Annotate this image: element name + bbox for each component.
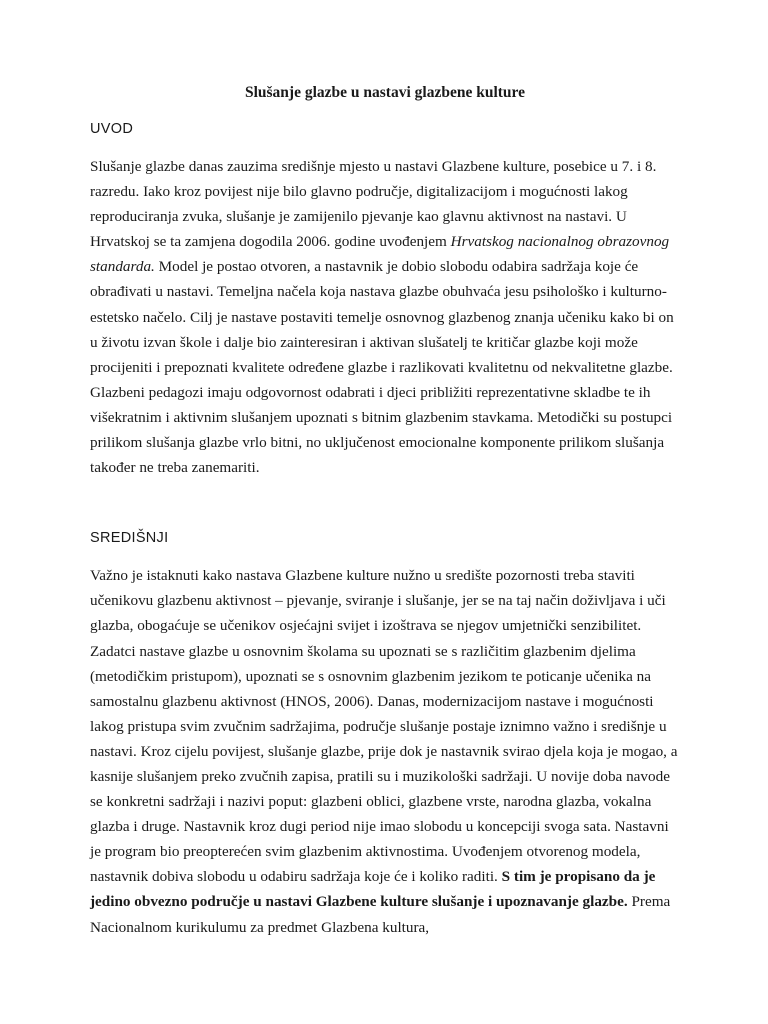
section-heading-uvod: UVOD (90, 121, 134, 137)
paragraph-text: Model je postao otvoren, a nastavnik je dobio slobodu odabira sadržaja koje će obrađivati u nastavi. Temeljna načela koja nastava glazbe obuhvaća jesu psihološko i kulturno-estetsko načelo. Cilj je nastave postaviti temelje osnovnog glazbenog znanja učeniku kako bi on u životu izvan škole i dalje bio zainteresiran i aktivan slušatelj te kritičar glazbe koji može procijeniti i prepoznati kvalitete određene glazbe i razlikovati kvalitetnu od nekvalitetne glazbe. Glazbeni pedagozi imaju odgovornost odabrati i djeci približiti reprezentativne skladbe te ih višekratnim i aktivnim slušanjem upoznati s bitnim glazbenim stavkama. Metodički su postupci prilikom slušanja glazbe vrlo bitni, no uključenost emocionalne komponente prilikom slušanja također ne treba zanemariti. (90, 258, 674, 477)
paragraph-sredisnji (90, 563, 680, 939)
bold-statement: S tim je propisano da je jedino obvezno područje u nastavi Glazbene kulture slušanje i upoznavanje glazbe. (90, 868, 656, 911)
document-title: Slušanje glazbe u nastavi glazbene kulture (244, 84, 526, 101)
paragraph-uvod (90, 154, 680, 480)
document-page (90, 82, 680, 940)
paragraph-text: Slušanje glazbe danas zauzima središnje mjesto u nastavi Glazbene kulture, posebice u 7. i 8. razredu. Iako kroz povijest nije bilo glavno područje, digitalizacijom i mogućnosti lakog reproduciranja zvuka, slušanje je zamijenilo pjevanje kao glavnu aktivnost na nastavi. U Hrvatskoj se ta zamjena dogodila 2006. godine uvođenjem (90, 158, 657, 251)
italic-reference: Hrvatskog nacionalnog obrazovnog standarda. (90, 233, 670, 276)
paragraph-text: Prema Nacionalnom kurikulumu za predmet Glazbena kultura, (90, 893, 671, 936)
section-heading-sredisnji: SREDIŠNJI (90, 530, 169, 547)
paragraph-text: Važno je istaknuti kako nastava Glazbene kulture nužno u središte pozornosti treba staviti učenikovu glazbenu aktivnost – pjevanje, sviranje i slušanje, jer se na taj način doživljava i uči glazba, obogaćuje se učenikov osjećajni svijet i izoštrava se njegov umjetnički senzibilitet. Zadatci nastave glazbe u osnovnim školama su upoznati se s različitim glazbenim djelima (metodičkim pristupom), upoznati se s osnovnim glazbenim jezikom te poticanje učenika na samostalnu glazbenu aktivnost (HNOS, 2006). Danas, modernizacijom nastave i mogućnosti lakog pristupa svim zvučnim sadržajima, područje slušanje postaje iznimno važno i središnje u nastavi. Kroz cijelu povijest, slušanje glazbe, prije dok je nastavnik svirao djela koja je mogao, a kasnije slušanjem preko zvučnih zapisa, pratili su i muzikološki sadržaji. U novije doba navode se konkretni sadržaji i nazivi poput: glazbeni oblici, glazbene vrste, narodna glazba, vokalna glazba i druge. Nastavnik kroz dugi period nije imao slobodu u koncepciji svoga sata. Nastavni je program bio preopterećen svim glazbenim aktivnostima. Uvođenjem otvorenog modela, nastavnik dobiva slobodu u odabiru sadržaja koje će i koliko raditi. (90, 567, 678, 886)
